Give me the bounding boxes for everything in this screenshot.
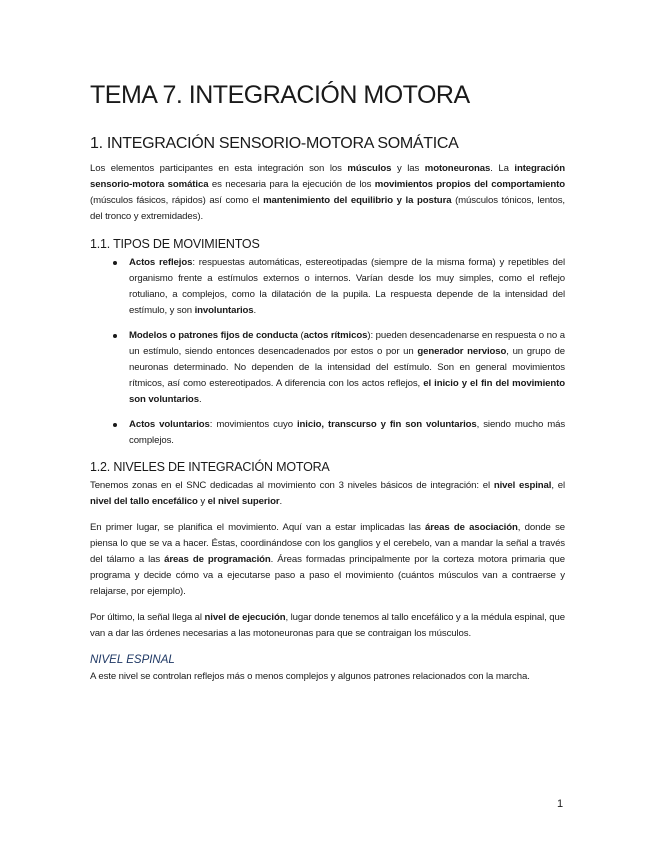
page-content bbox=[90, 78, 565, 685]
bullet-icon bbox=[113, 423, 117, 427]
bullet-icon bbox=[113, 334, 117, 338]
bullet-icon bbox=[113, 261, 117, 265]
movement-types-list bbox=[90, 255, 565, 449]
integration-levels-paragraph: Tenemos zonas en el SNC dedicadas al movimiento con 3 niveles básicos de integración: el nivel espinal, el nivel del tallo encefálico y el nivel superior. bbox=[90, 480, 565, 507]
planning-paragraph: En primer lugar, se planifica el movimiento. Aquí van a estar implicadas las áreas de asociación, donde se piensa lo que se va a hacer. Éstas, coordinándose con los ganglios y el cerebelo, van a mandar la señal a través del tálamo a las áreas de programación. Áreas formadas principalmente por la corteza motora primaria que programa y decide cómo va a ejecutarse paso a paso el movimiento (cuántos músculos van a contraerse y relajarse, por ejemplo). bbox=[90, 522, 565, 597]
list-item-fixed-patterns: Modelos o patrones fijos de conducta (actos rítmicos): pueden desencadenarse en respuesta o no a un estímulo, siendo entonces desencadenados por estos o por un generador nervioso, un grupo de neuronas determinado. No dependen de la intensidad del estímulo. Son en general movimientos rítmicos, así como estereotipados. A diferencia con los actos reflejos, el inicio y el fin del movimiento son voluntarios. bbox=[90, 328, 565, 408]
subsection-1-1-heading: 1.1. TIPOS DE MOVIMIENTOS bbox=[90, 237, 260, 251]
subsection-1-2-heading: 1.2. NIVELES DE INTEGRACIÓN MOTORA bbox=[90, 460, 330, 474]
list-item-reflex-acts: Actos reflejos: respuestas automáticas, estereotipadas (siempre de la misma forma) y repetibles del organismo frente a estímulos externos o internos. Varían desde los muy simples, como el reflejo rotuliano, a complejos, como la dilatación de la pupila. La respuesta depende de la intensidad del estímulo, y son involuntarios. bbox=[90, 255, 565, 319]
nivel-espinal-heading: NIVEL ESPINAL bbox=[90, 654, 175, 666]
nivel-espinal-text: A este nivel se controlan reflejos más o menos complejos y algunos patrones relacionados con la marcha. bbox=[90, 671, 530, 682]
execution-paragraph: Por último, la señal llega al nivel de ejecución, lugar donde tenemos al tallo encefálico y a la médula espinal, que van a dar las órdenes necesarias a las motoneuronas para que se contraigan los músculos. bbox=[90, 612, 565, 639]
list-item-voluntary-acts: Actos voluntarios: movimientos cuyo inicio, transcurso y fin son voluntarios, siendo mucho más complejos. bbox=[90, 417, 565, 449]
document-title: TEMA 7. INTEGRACIÓN MOTORA bbox=[90, 81, 470, 109]
section-1-heading: 1. INTEGRACIÓN SENSORIO-MOTORA SOMÁTICA bbox=[90, 135, 459, 152]
page-number: 1 bbox=[557, 798, 564, 810]
section-1-intro: Los elementos participantes en esta integración son los músculos y las motoneuronas. La integración sensorio-motora somática es necesaria para la ejecución de los movimientos propios del comportamiento (músculos fásicos, rápidos) así como el mantenimiento del equilibrio y la postura (músculos tónicos, lentos, del tronco y extremidades). bbox=[90, 163, 565, 222]
